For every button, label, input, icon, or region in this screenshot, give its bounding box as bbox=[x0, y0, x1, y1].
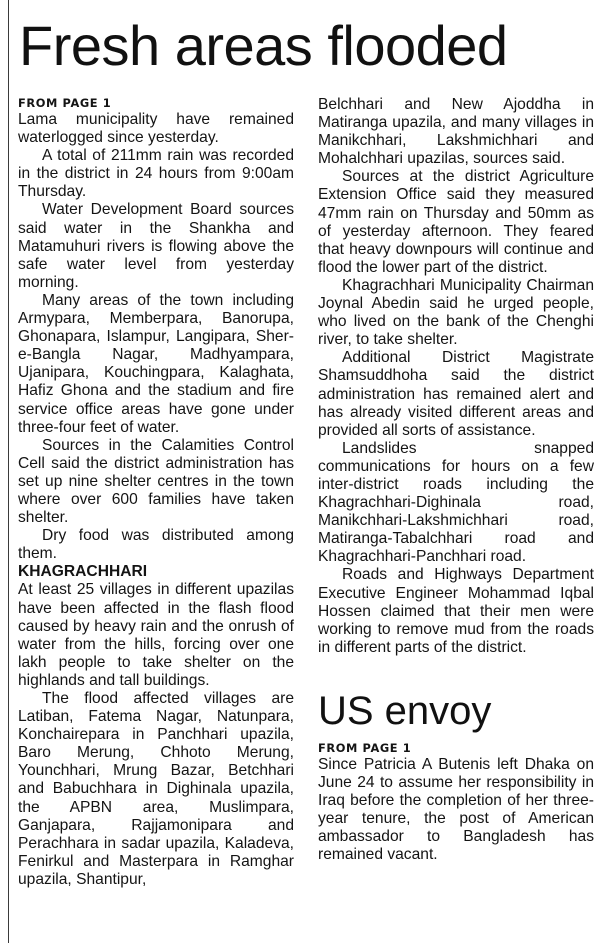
paragraph: The flood affected villages are Latiban, Fatema Nagar, Natunpara, Konchairepara in Panchhari upazila, Baro Merung, Chhoto Merung, Younchhari, Mrung Bazar, Betchhari and Babuchhara in Dighinala upazila, the APBN area, Muslimpara, Ganjapara, Rajjamonipara and Perachhara in sadar upazila, Kaladeva, Fenirkul and Masterpara in Ramghar upazila, Shantipur, bbox=[18, 690, 294, 888]
article-column-right bbox=[318, 96, 594, 864]
headline-us-envoy: US envoy bbox=[318, 688, 492, 733]
paragraph: Since Patricia A Butenis left Dhaka on June 24 to assume her responsibility in Iraq before the completion of her three-year tenure, the post of American ambassador to Bangladesh has remained vacant. bbox=[318, 755, 594, 864]
jump-line: FROM PAGE 1 bbox=[18, 96, 112, 110]
paragraph: Lama municipality have remained waterlogged since yesterday. bbox=[18, 111, 294, 147]
paragraph: At least 25 villages in different upazilas have been affected in the flash flood caused by heavy rain and the onrush of water from the hills, forcing over one lakh people to take shelter on the highlands and tall buildings. bbox=[18, 581, 294, 689]
paragraph: Many areas of the town including Armypara, Memberpara, Banorupa, Ghonapara, Islampur, Langipara, Sher-e-Bangla Nagar, Madhyampara, Ujanipara, Kouchingpara, Kalaghata, Hafiz Ghona and the stadium and fire service office areas have gone under three-four feet of water. bbox=[18, 291, 294, 436]
article-column-left bbox=[18, 96, 294, 889]
paragraph: Additional District Magistrate Shamsuddhoha said the district administration has remained alert and has already visited different areas and provided all sorts of assistance. bbox=[318, 349, 594, 439]
paragraph: Dry food was distributed among them. bbox=[18, 527, 294, 563]
column-rule-left bbox=[8, 0, 9, 943]
jump-line: FROM PAGE 1 bbox=[318, 740, 412, 755]
paragraph: Khagrachhari Municipality Chairman Joynal Abedin said he urged people, who lived on the bank of the Chenghi river, to take shelter. bbox=[318, 276, 594, 349]
paragraph: Water Development Board sources said water in the Shankha and Matamuhuri rivers is flowing above the safe water level from yesterday morning. bbox=[18, 201, 294, 291]
paragraph: Sources in the Calamities Control Cell said the district administration has set up nine shelter centres in the town where over 600 families have taken shelter. bbox=[18, 436, 294, 527]
subhead-khagrachhari: KHAGRACHHARI bbox=[18, 563, 148, 581]
paragraph: Sources at the district Agriculture Extension Office said they measured 47mm rain on Thursday and 50mm as of yesterday afternoon. They feared that heavy downpours will continue and flood the lower part of the district. bbox=[318, 168, 594, 276]
paragraph: Roads and Highways Department Executive Engineer Mohammad Iqbal Hossen claimed that their men were working to remove mud from the roads in different parts of the district. bbox=[318, 566, 594, 656]
paragraph: Belchhari and New Ajoddha in Matiranga upazila, and many villages in Manikchhari, Lakshmichhari and Mohalchhari upazilas, sources said. bbox=[318, 96, 594, 168]
headline-fresh-areas-flooded: Fresh areas flooded bbox=[19, 14, 508, 77]
paragraph: A total of 211mm rain was recorded in the district in 24 hours from 9:00am Thursday. bbox=[18, 147, 294, 201]
paragraph: Landslides snapped communications for hours on a few inter-district roads including the Khagrachhari-Dighinala road, Manikchhari-Lakshmichhari road, Matiranga-Tabalchhari road and Khagrachhari-Panchhari road. bbox=[318, 439, 594, 566]
